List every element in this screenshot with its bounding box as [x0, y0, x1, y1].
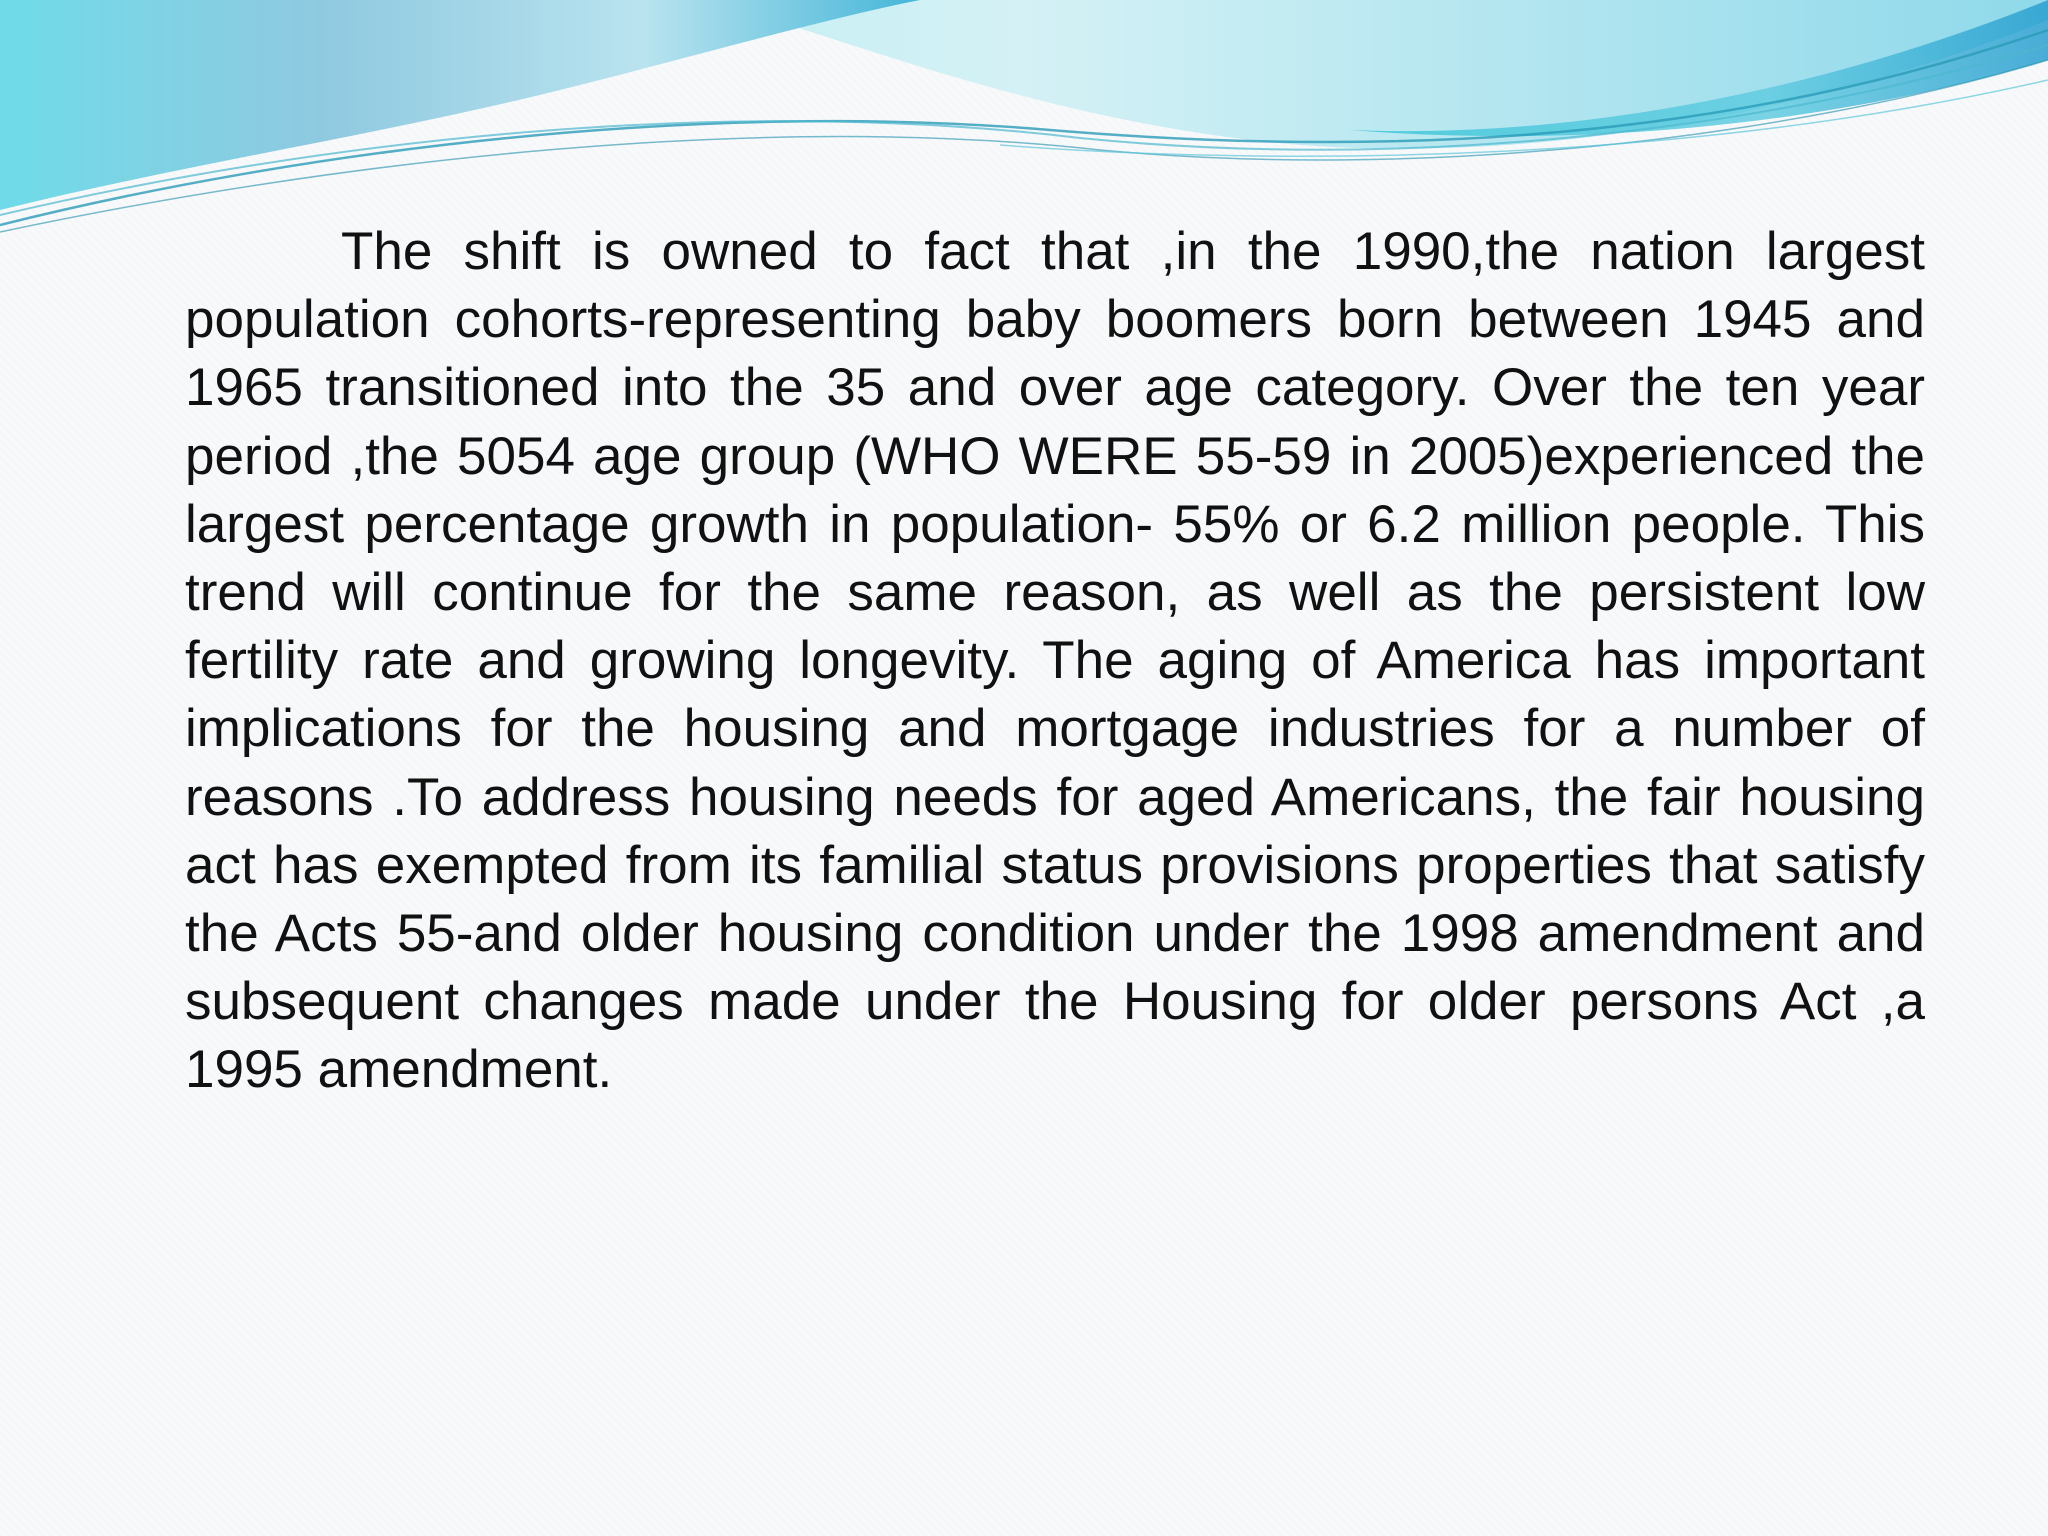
wave-header-decoration	[0, 0, 2048, 240]
wave-band-main	[0, 0, 920, 210]
slide-body-text: The shift is owned to fact that ,in the 1990,the nation largest population cohorts-representing baby boomers born between 1945 and 1965 transitioned into the 35 and over age category. Over the ten year period ,the 5054 age group (WHO WERE 55-59 in 2005)experienced the largest percentage growth in population- 55% or 6.2 million people. This trend will continue for the same reason, as well as the persistent low fertility rate and growing longevity. The aging of America has important implications for the housing and mortgage industries for a number of reasons .To address housing needs for aged Americans, the fair housing act has exempted from its familial status provisions properties that satisfy the Acts 55-and older housing condition under the 1998 amendment and subsequent changes made under the Housing for older persons Act ,a 1995 amendment.	[185, 222, 1925, 1100]
